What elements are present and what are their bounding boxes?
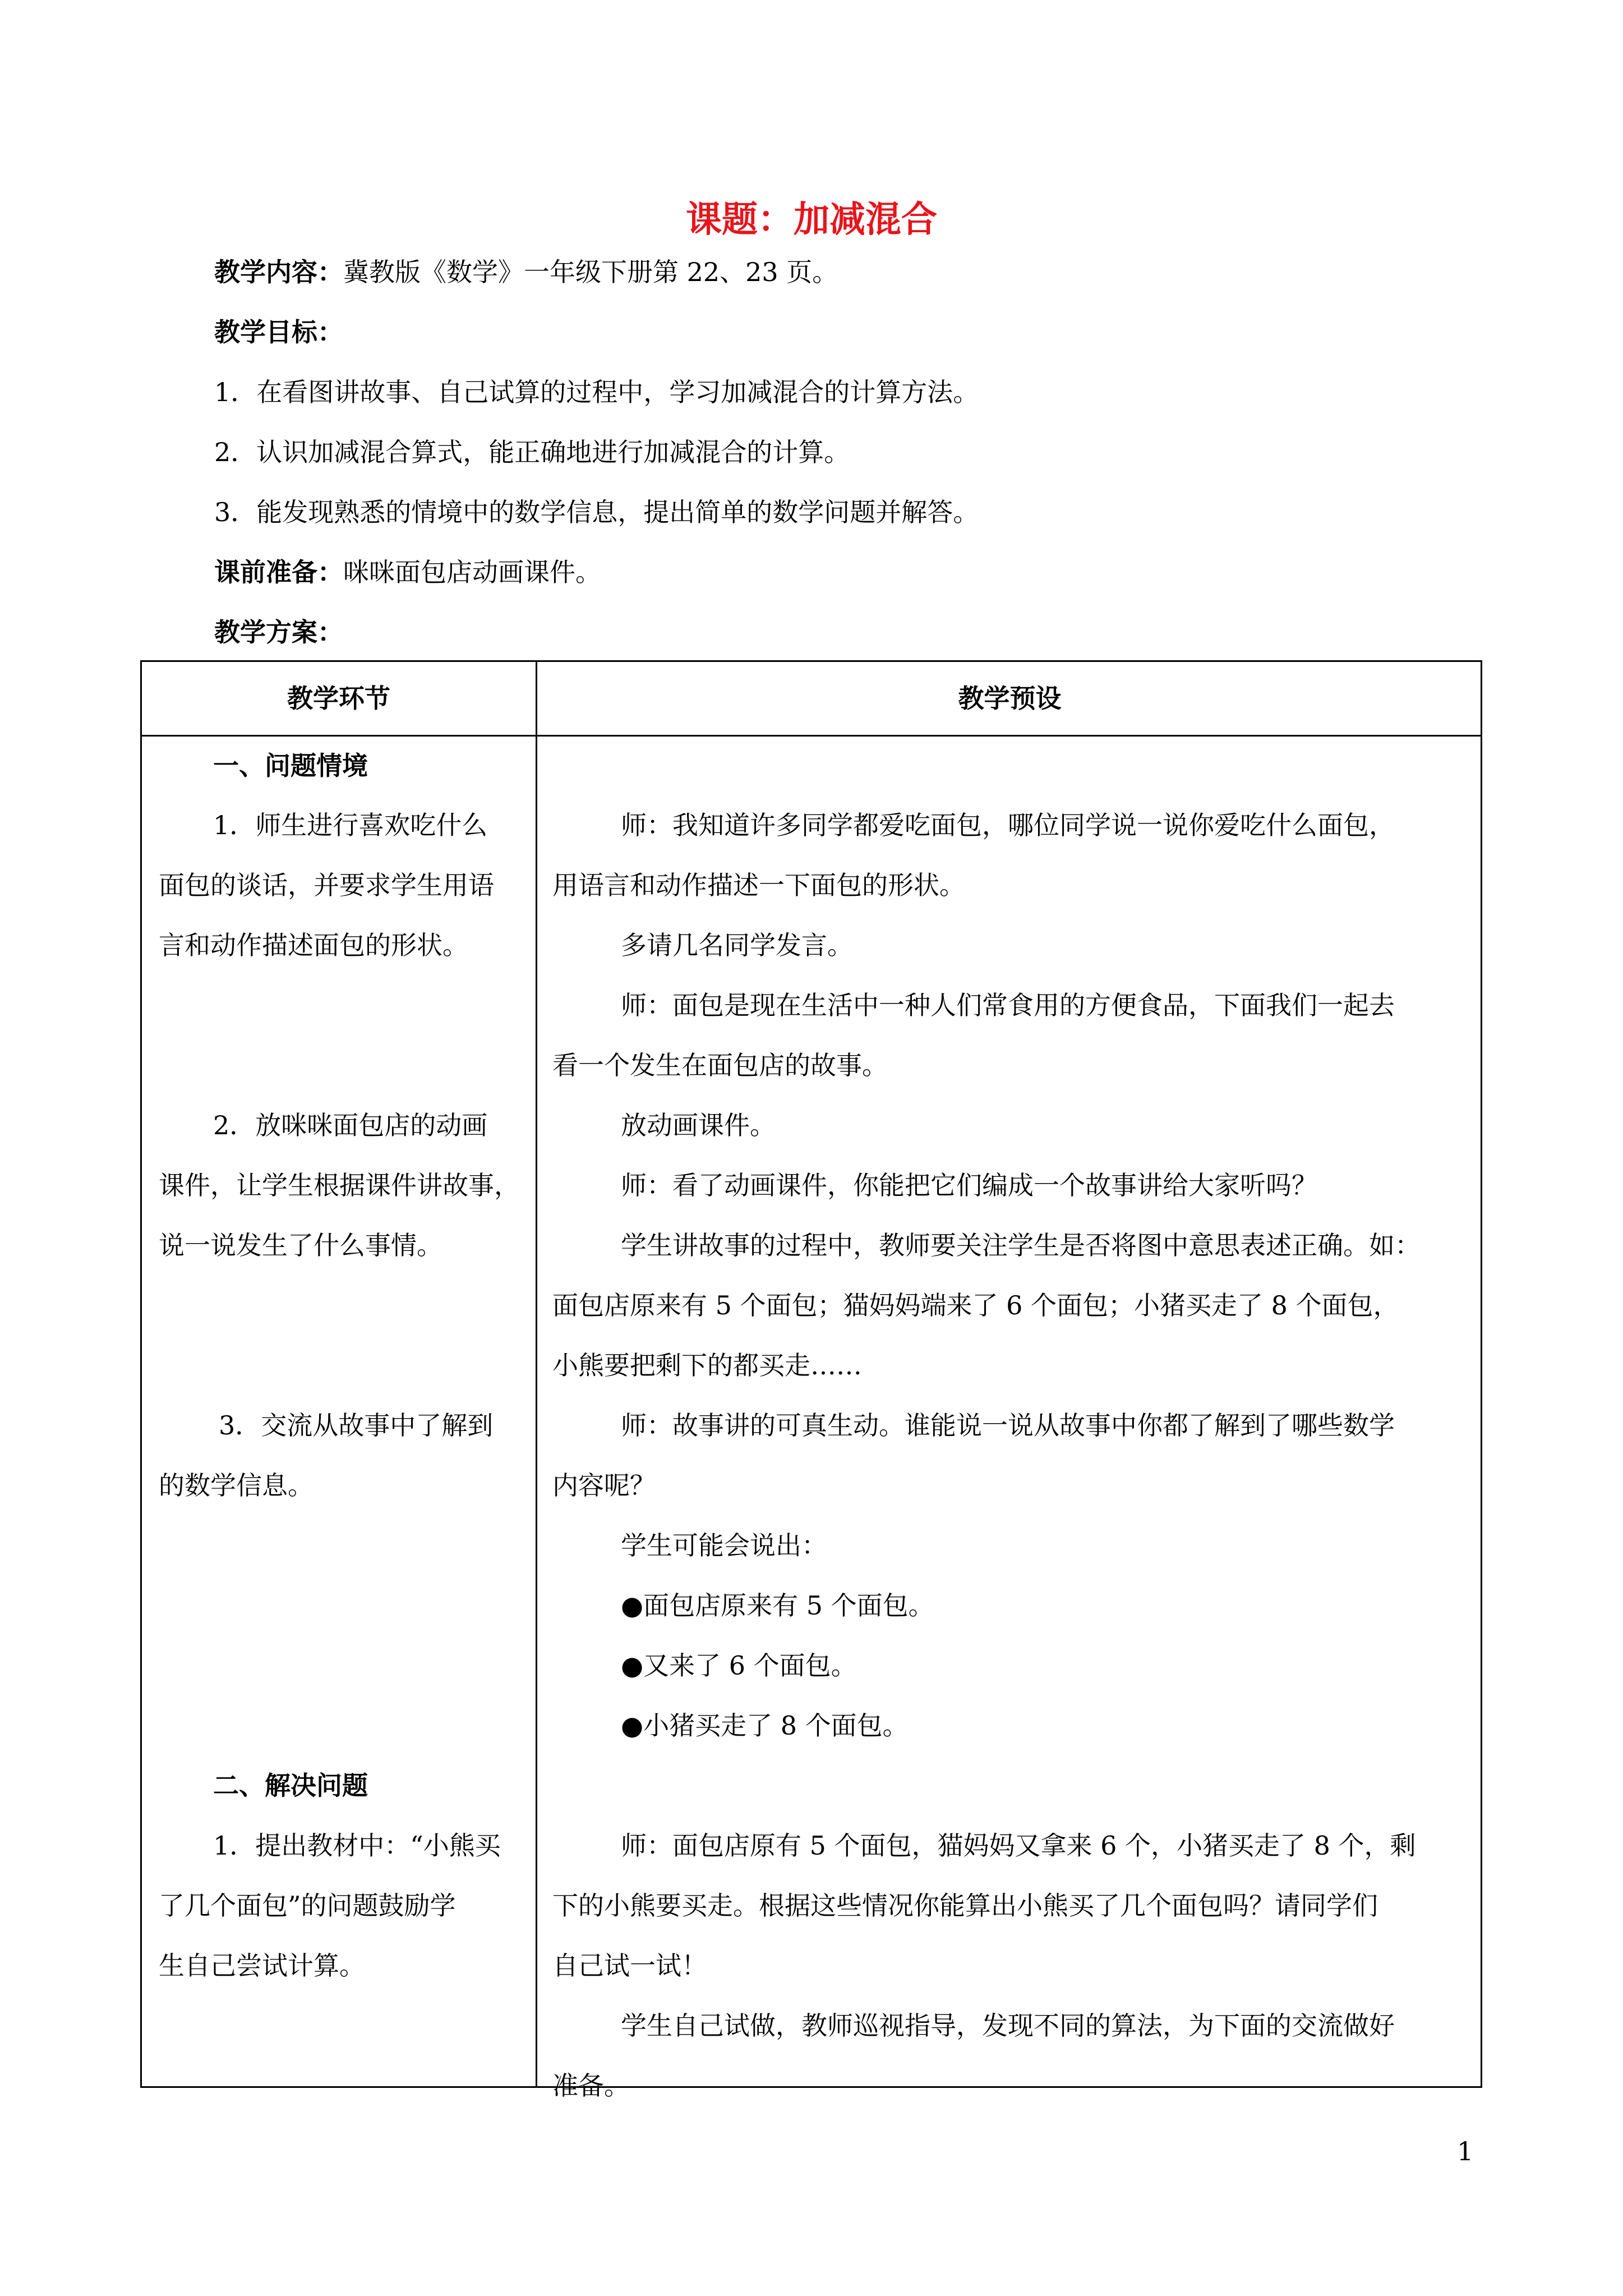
plan-text-line: 学生自己试做，教师巡视指导，发现不同的算法，为下面的交流做好 — [621, 2010, 1395, 2041]
bullet-item: ●又来了 6 个面包。 — [621, 1650, 857, 1681]
plan-text-line: 学生讲故事的过程中，教师要关注学生是否将图中意思表述正确。如： — [621, 1230, 1421, 1260]
header-teaching-stage: 教学环节 — [287, 683, 390, 714]
stage-item-line: 1．师生进行喜欢吃什么 — [213, 810, 488, 840]
teaching-plan-table — [140, 660, 1482, 2101]
stage-item-line: 生自己尝试计算。 — [159, 1950, 365, 1981]
stage-item-line: 说一说发生了什么事情。 — [159, 1230, 442, 1260]
plan-text-line: 多请几名同学发言。 — [621, 930, 853, 960]
preparation-value: 咪咪面包店动画课件。 — [343, 557, 601, 587]
plan-text-line: 师：面包是现在生活中一种人们常食用的方便食品，下面我们一起去 — [621, 990, 1395, 1020]
teaching-plan-label: 教学方案： — [214, 617, 343, 647]
plan-text-line: 下的小熊要买走。根据这些情况你能算出小熊买了几个面包吗？请同学们 — [552, 1890, 1378, 1921]
plan-text-line: 自己试一试！ — [552, 1950, 707, 1981]
plan-text-line: 放动画课件。 — [621, 1110, 776, 1140]
plan-text-line: 用语言和动作描述一下面包的形状。 — [552, 870, 965, 900]
teaching-content — [214, 255, 838, 289]
goal-item: 2．认识加减混合算式，能正确地进行加减混合的计算。 — [214, 437, 850, 467]
plan-text-line: 师：故事讲的可真生动。谁能说一说从故事中你都了解到了哪些数学 — [621, 1410, 1395, 1441]
plan-text-line: 师：看了动画课件，你能把它们编成一个故事讲给大家听吗？ — [621, 1170, 1317, 1200]
header-divider — [142, 735, 1481, 737]
plan-text-line: 师：我知道许多同学都爱吃面包，哪位同学说一说你爱吃什么面包， — [621, 810, 1395, 840]
teaching-content-label: 教学内容： — [214, 257, 343, 287]
plan-text-line: 面包店原来有 5 个面包；猫妈妈端来了 6 个面包；小猪买走了 8 个面包， — [552, 1290, 1399, 1320]
stage-item-line: 2．放咪咪面包店的动画 — [213, 1110, 488, 1140]
plan-text-line: 看一个发生在面包店的故事。 — [552, 1050, 888, 1080]
stage-item-line: 3．交流从故事中了解到 — [219, 1410, 494, 1441]
teaching-content-value: 冀教版《数学》一年级下册第 22、23 页。 — [343, 257, 838, 287]
plan-text-line: 内容呢？ — [552, 1470, 656, 1501]
plan-text-line: 小熊要把剩下的都买走…… — [552, 1350, 862, 1381]
stage-item-line: 的数学信息。 — [159, 1470, 313, 1501]
stage-item-line: 1．提出教材中：“小熊买 — [213, 1830, 501, 1861]
preparation — [214, 555, 601, 589]
column-divider — [536, 662, 537, 2086]
section-heading: 二、解决问题 — [213, 1770, 368, 1801]
plan-text-line: 学生可能会说出： — [621, 1530, 827, 1561]
plan-text-line: 准备。 — [552, 2070, 630, 2101]
preparation-label: 课前准备： — [214, 557, 343, 587]
stage-item-line: 了几个面包”的问题鼓励学 — [159, 1890, 456, 1921]
bullet-item: ●面包店原来有 5 个面包。 — [621, 1590, 934, 1621]
page-title: 课题：加减混合 — [686, 199, 937, 241]
section-heading: 一、问题情境 — [213, 751, 368, 781]
stage-item-line: 课件，让学生根据课件讲故事， — [159, 1170, 520, 1200]
header-teaching-plan: 教学预设 — [958, 683, 1062, 714]
stage-item-line: 面包的谈话，并要求学生用语 — [159, 870, 494, 900]
stage-item-line: 言和动作描述面包的形状。 — [159, 930, 468, 960]
bullet-item: ●小猪买走了 8 个面包。 — [621, 1710, 909, 1741]
plan-text-line: 师：面包店原有 5 个面包，猫妈妈又拿来 6 个，小猪买走了 8 个，剩 — [621, 1830, 1416, 1861]
teaching-goals-label: 教学目标： — [214, 317, 343, 347]
goal-item: 3．能发现熟悉的情境中的数学信息，提出简单的数学问题并解答。 — [214, 497, 979, 527]
goal-item: 1．在看图讲故事、自己试算的过程中，学习加减混合的计算方法。 — [214, 377, 979, 407]
page-number: 1 — [1457, 2136, 1474, 2166]
